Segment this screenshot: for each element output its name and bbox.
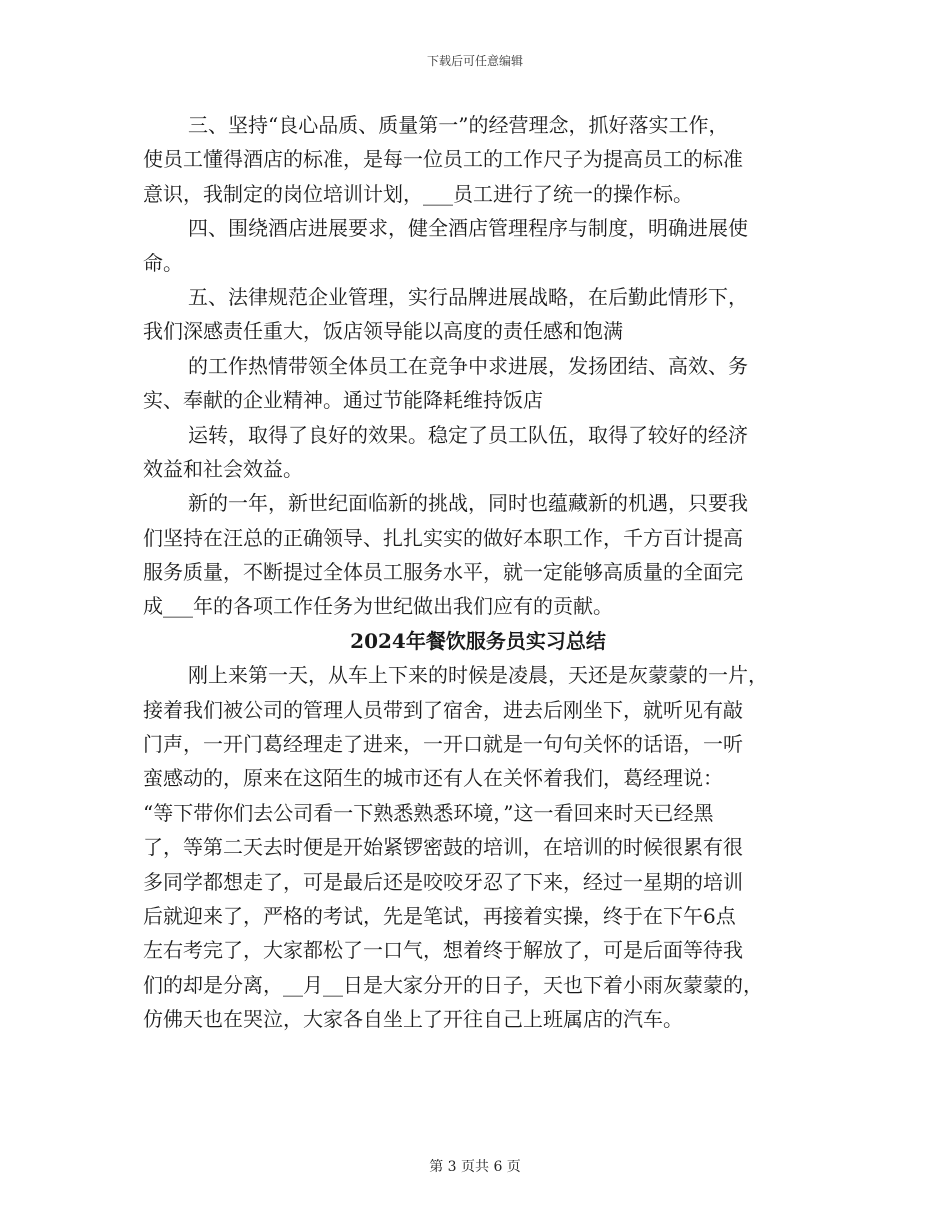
paragraph-line: 三、坚持“良心品质、质量第一”的经营理念，抓好落实工作，	[188, 113, 729, 137]
paragraph-line: 命。	[143, 250, 183, 275]
paragraph-line: 新的一年，新世纪面临新的挑战，同时也蕴藏新的机遇，只要我	[188, 491, 748, 516]
paragraph-line: 运转，取得了良好的效果。稳定了员工队伍，取得了较好的经济	[188, 422, 748, 447]
paragraph-line: 服务质量，不断提过全体员工服务水平，就一定能够高质量的全面完	[143, 560, 743, 585]
paragraph-line: 左右考完了，大家都松了一口气，想着终于解放了，可是后面等待我	[143, 938, 743, 963]
paragraph-line: 我们深感责任重大，饭店领导能以高度的责任感和饱满	[143, 319, 623, 344]
paragraph-line: 四、围绕酒店进展要求，健全酒店管理程序与制度，明确进展使	[188, 216, 748, 241]
paragraph-line: 成___年的各项工作任务为世纪做出我们应有的贡献。	[143, 594, 613, 619]
paragraph-line: 蛮感动的，原来在这陌生的城市还有人在关怀着我们，葛经理说：	[143, 766, 723, 791]
paragraph-line: 刚上来第一天，从车上下来的时候是凌晨，天还是灰蒙蒙的一片，	[188, 663, 768, 688]
paragraph-line: 效益和社会效益。	[143, 456, 303, 481]
paragraph-line: 仿佛天也在哭泣，大家各自坐上了开往自己上班属店的汽车。	[143, 1007, 683, 1032]
paragraph-line: 们的却是分离，__月__日是大家分开的日子，天也下着小雨灰蒙蒙的，	[143, 972, 763, 997]
section-title: 2024年餐饮服务员实习总结	[350, 628, 606, 653]
paragraph-line: 使员工懂得酒店的标准，是每一位员工的工作尺子为提高员工的标准	[143, 147, 743, 172]
paragraph-line: 多同学都想走了，可是最后还是咬咬牙忍了下来，经过一星期的培训	[143, 869, 743, 894]
document-body	[143, 108, 813, 1037]
paragraph-line: 意识，我制定的岗位培训计划，___员工进行了统一的操作标。	[143, 181, 693, 206]
paragraph-line: 接着我们被公司的管理人员带到了宿舍，进去后刚坐下，就听见有敲	[143, 697, 743, 722]
paragraph-line: 实、奉献的企业精神。通过节能降耗维持饭店	[143, 388, 543, 413]
paragraph-line: 们坚持在汪总的正确领导、扎扎实实的做好本职工作，千方百计提高	[143, 525, 743, 550]
paragraph-line: “等下带你们去公司看一下熟悉熟悉环境，”这一看回来时天已经黑	[143, 800, 714, 825]
paragraph-line: 后就迎来了，严格的考试，先是笔试，再接着实操，终于在下午6点	[143, 903, 736, 928]
paragraph-line: 五、法律规范企业管理，实行品牌进展战略，在后勤此情形下，	[188, 284, 748, 309]
paragraph-line: 了，等第二天去时便是开始紧锣密鼓的培训，在培训的时候很累有很	[143, 835, 743, 860]
page-footer: 第 3 页共 6 页	[429, 1159, 521, 1175]
paragraph-line: 的工作热情带领全体员工在竞争中求进展，发扬团结、高效、务	[188, 353, 748, 378]
paragraph-line: 门声，一开门葛经理走了进来，一开口就是一句句关怀的话语，一听	[143, 732, 743, 757]
page-header: 下载后可任意编辑	[426, 54, 523, 68]
